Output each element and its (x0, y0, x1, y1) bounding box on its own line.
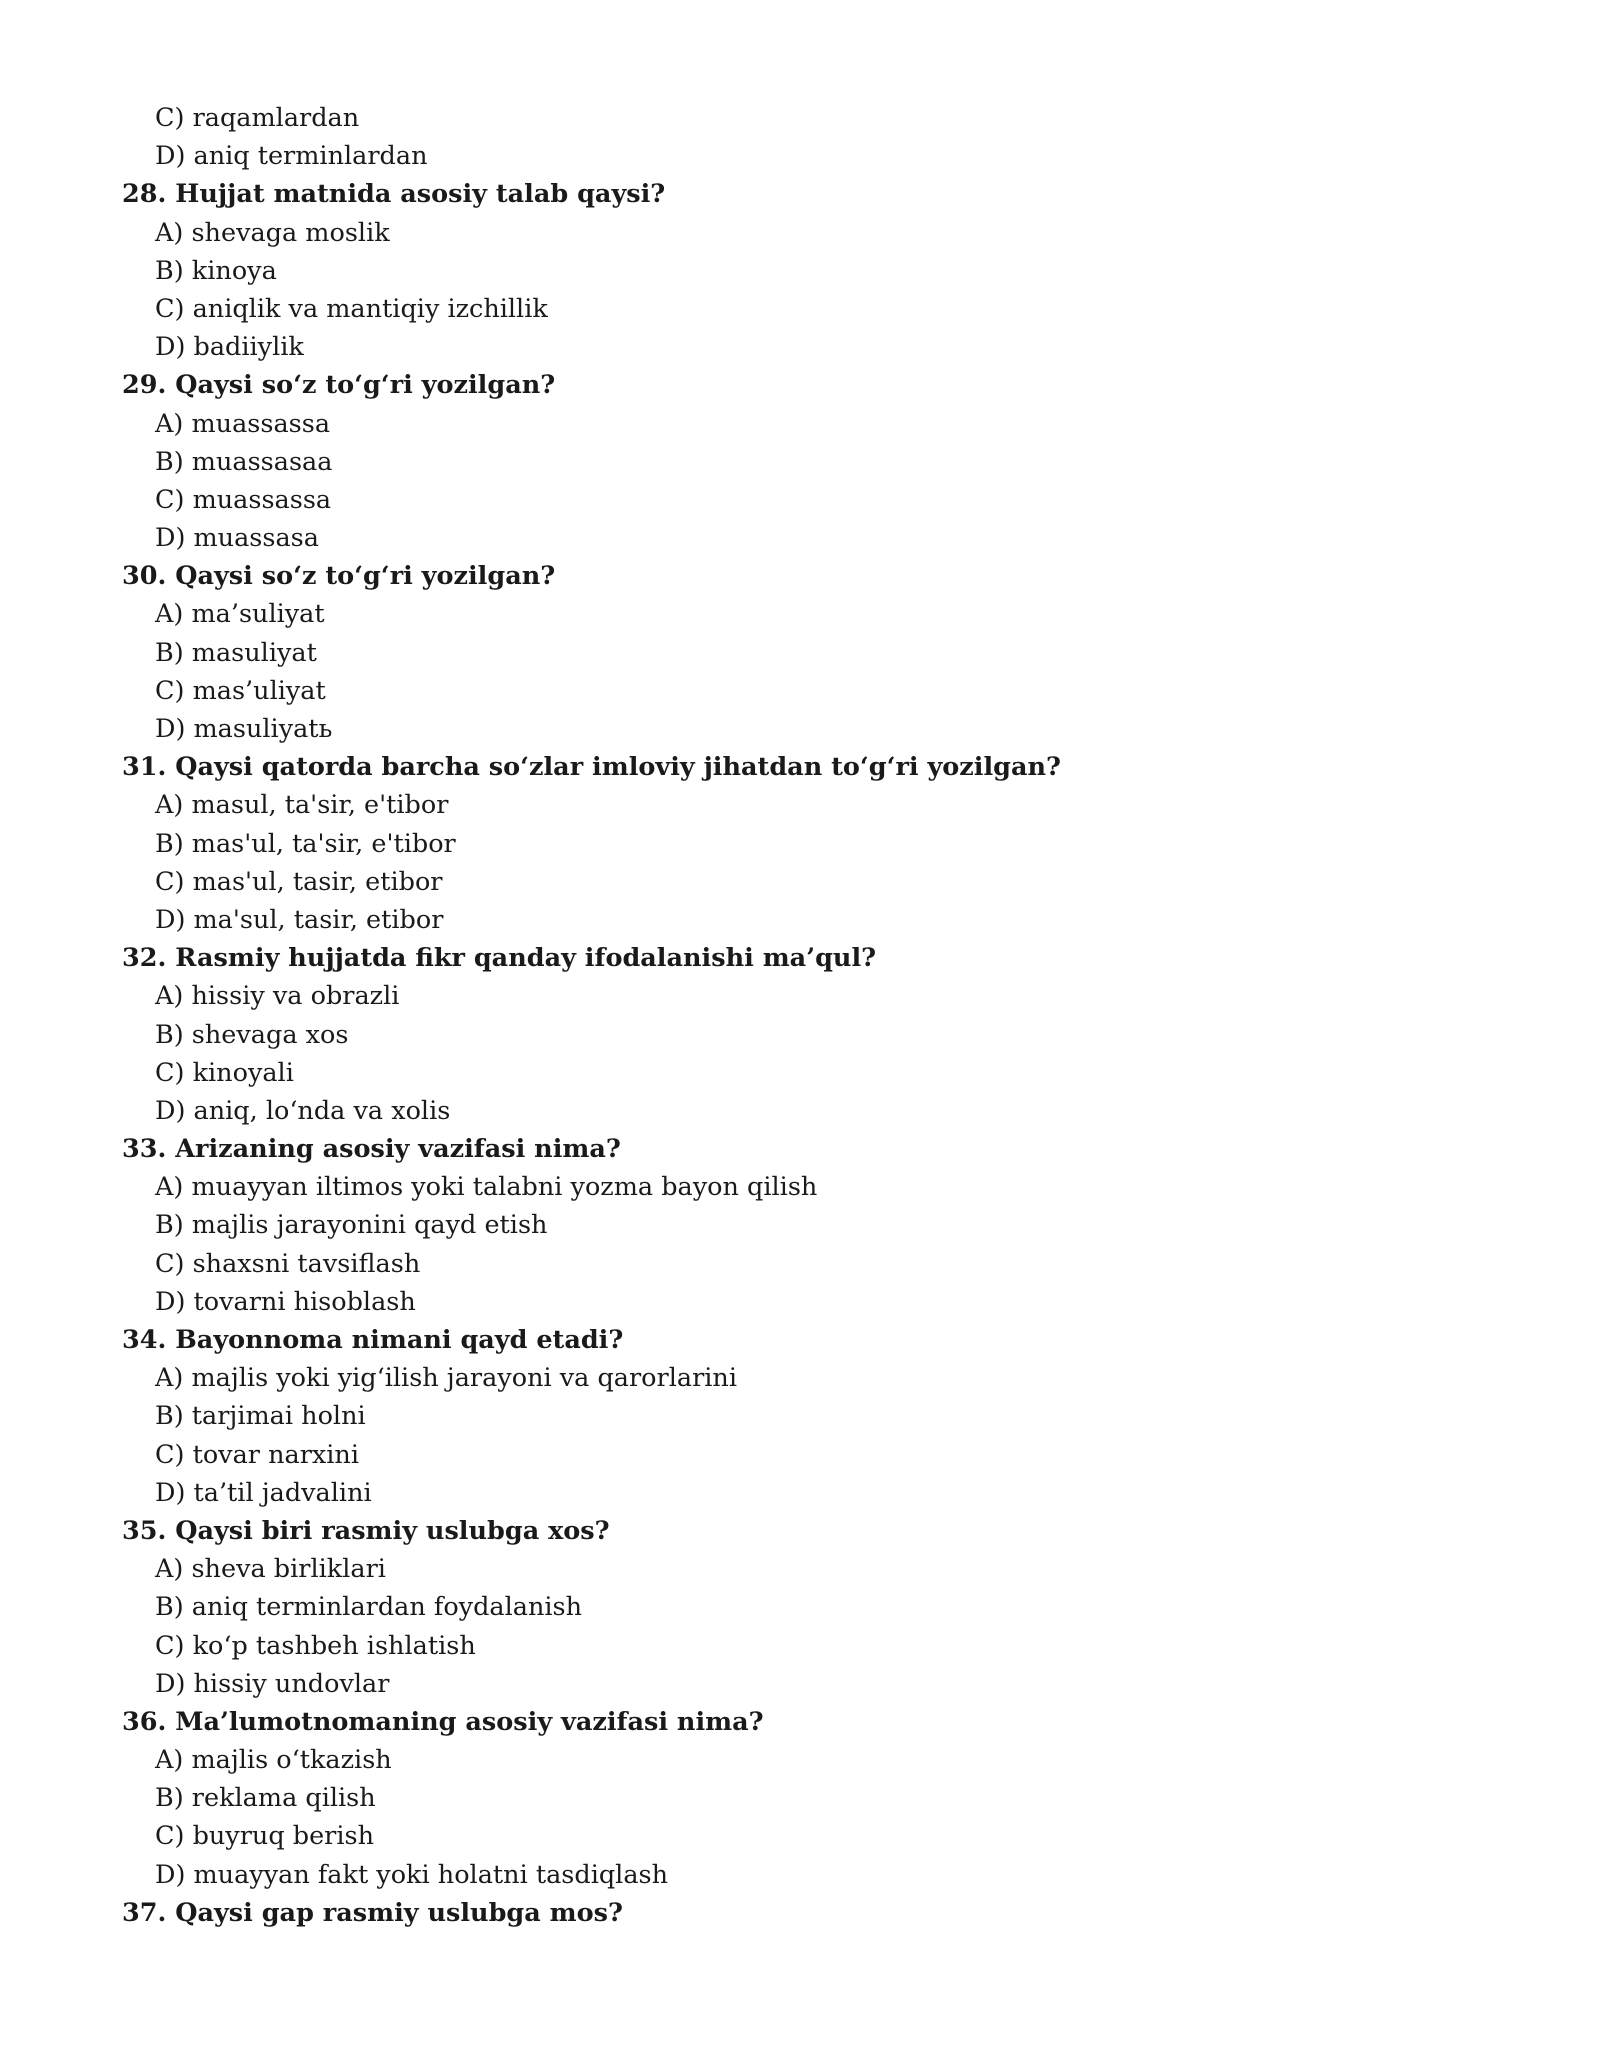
option-d: D) tovarni hisoblash (155, 1286, 416, 1317)
option-b: B) kinoya (155, 255, 277, 286)
option-c: C) aniqlik va mantiqiy izchillik (155, 293, 548, 324)
option-d: D) ma'sul, tasir, etibor (155, 904, 444, 935)
option-c: C) mas’uliyat (155, 675, 326, 706)
option-d: D) ta’til jadvalini (155, 1477, 372, 1508)
option-c: C) ko‘p tashbeh ishlatish (155, 1630, 476, 1661)
option-b: B) muassasaа (155, 446, 333, 477)
option-d: D) badiiylik (155, 332, 304, 363)
option-d: D) aniq, lo‘nda va xolis (155, 1095, 451, 1126)
option-a: A) shevaga moslik (155, 217, 390, 248)
option-d: D) aniq terminlardan (155, 141, 428, 172)
question-31: 31. Qaysi qatorda barcha so‘zlar imloviy jihatdan to‘g‘ri yozilgan? (122, 752, 1061, 783)
option-a: A) sheva birliklari (155, 1554, 386, 1585)
option-c: C) kinoyali (155, 1057, 294, 1088)
option-b: B) mas'ul, ta'sir, e'tibor (155, 828, 456, 859)
option-b: B) aniq terminlardan foydalanish (155, 1592, 583, 1623)
question-34: 34. Bayonnoma nimani qayd etadi? (122, 1325, 624, 1355)
option-a: A) majlis yoki yig‘ilish jarayoni va qarorlarini (155, 1363, 738, 1394)
option-c: C) tovar narxini (155, 1439, 359, 1470)
option-a: A) hissiy va obrazli (155, 981, 400, 1012)
option-a: A) majlis o‘tkazish (155, 1745, 392, 1776)
question-35: 35. Qaysi biri rasmiy uslubga xos? (122, 1515, 610, 1546)
question-37: 37. Qaysi gap rasmiy uslubga mos? (122, 1897, 623, 1928)
option-c: C) muassassa (155, 484, 332, 515)
option-b: B) reklama qilish (155, 1783, 376, 1814)
option-b: B) tarjimai holni (155, 1401, 366, 1432)
option-d: D) muayyan fakt yoki holatni tasdiqlash (155, 1859, 669, 1890)
option-a: A) muassassa (155, 408, 331, 439)
question-33: 33. Arizaning asosiy vazifasi nima? (122, 1134, 621, 1165)
option-a: A) masul, ta'sir, e'tibor (155, 790, 449, 821)
option-c: C) buyruq berish (155, 1821, 375, 1852)
question-36: 36. Ma’lumotnomaning asosiy vazifasi nima? (122, 1706, 764, 1737)
option-c: C) shaxsni tavsiflash (155, 1248, 421, 1279)
question-28: 28. Hujjat matnida asosiy talab qaysi? (122, 179, 666, 210)
option-d: D) masuliyatь (155, 714, 333, 744)
option-c: C) raqamlardan (155, 103, 360, 133)
option-d: D) hissiy undovlar (155, 1668, 390, 1699)
option-a: A) muayyan iltimos yoki talabni yozma bayon qilish (155, 1172, 818, 1203)
option-b: B) masuliyat (155, 637, 317, 668)
option-d: D) muassasa (155, 523, 319, 554)
question-list (122, 99, 1522, 1932)
question-32: 32. Rasmiy hujjatda fikr qanday ifodalanishi ma’qul? (122, 943, 877, 974)
option-a: A) ma’suliyat (155, 599, 325, 630)
option-c: C) mas'ul, tasir, etibor (155, 866, 443, 897)
option-b: B) majlis jarayonini qayd etish (155, 1210, 548, 1241)
option-b: B) shevaga xos (155, 1019, 349, 1050)
question-30: 30. Qaysi so‘z to‘g‘ri yozilgan? (122, 561, 556, 592)
question-29: 29. Qaysi so‘z to‘g‘ri yozilgan? (122, 370, 556, 401)
